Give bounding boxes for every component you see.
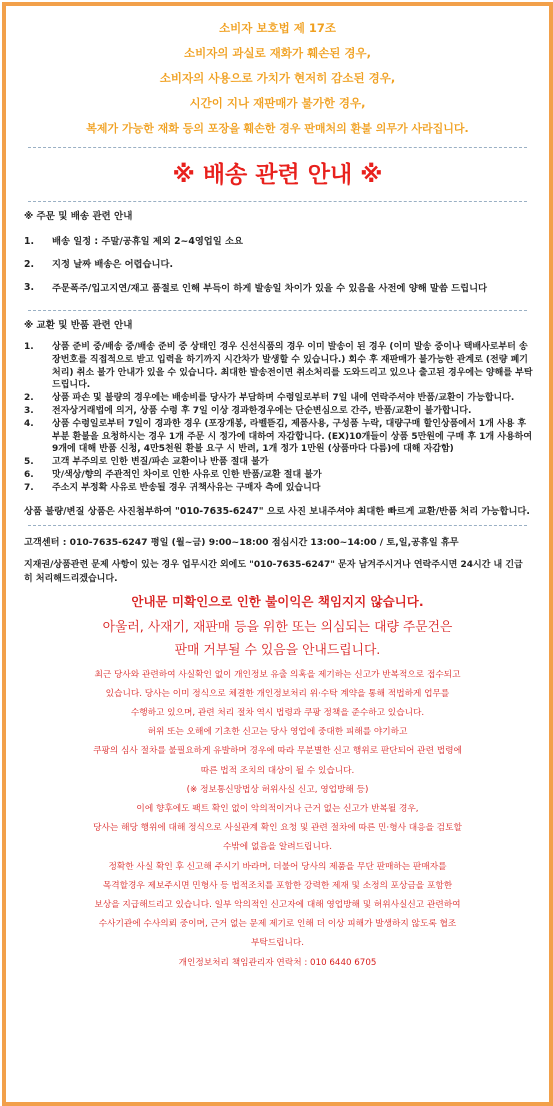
legal-notice — [20, 666, 535, 973]
legal-line: 쿠팡의 심사 절차를 불필요하게 유발하며 경우에 따라 무분별한 신고 행위로 판단되어 관련 법령에 — [93, 746, 462, 757]
legal-line: 목격할경우 제보주시면 민형사 등 법적조치를 포함한 강력한 제재 및 소정의 포상금을 포함한 — [102, 880, 453, 891]
list-item — [20, 456, 535, 469]
warning-bulk-order — [20, 616, 535, 662]
warning-line: 아울러, 사재기, 재판매 등을 위한 또는 의심되는 대량 주문건은 — [102, 619, 453, 635]
notice-line: 복제가 가능한 재화 등의 포장을 훼손한 경우 판매처의 환불 의무가 사라집니다. — [86, 122, 469, 135]
shipping-heading: ※ 주문 및 배송 관련 안내 — [24, 211, 133, 222]
legal-line: 보상을 지급해드리고 있습니다. 일부 악의적인 신고자에 대해 영업방해 및 허위사실신고 관련하여 — [94, 900, 461, 910]
list-item — [20, 232, 535, 251]
item-text: 상품 수령일로부터 7일이 경과한 경우 (포장개봉, 라벨뜯김, 제품사용, 구성품 누락, 대량구매 할인상품에서 1개 사용 후 부분 환불을 요청하시는 경우 1개 주문 시 정가에 대하여 자감합니다. (EX)10개들이 상품 5만원에 구매 후 1개 사용하여 9개에 대해 반품 신청, 4만5천원 환불 요구 시 반려, 1개 정가 1만원 (상품마다 다름)에 대해 자감함) — [52, 418, 533, 455]
customer-center-contact: 지재권/상품관련 문제 사항이 있는 경우 업무시간 외에도 "010-7635-6247" 문자 남겨주시거나 연락주시면 24시간 내 긴급히 처리해드리겠습니다. — [24, 559, 523, 584]
item-text: 고객 부주의로 인한 변질/파손 교환이나 반품 절대 불가 — [52, 457, 269, 468]
item-number: 2. — [24, 259, 35, 270]
item-text: 주소지 부정확 사유로 반송될 경우 귀책사유는 구매자 측에 있습니다 — [52, 482, 321, 493]
legal-line: 허위 또는 오해에 기초한 신고는 당사 영업에 중대한 피해를 야기하고 — [147, 727, 408, 738]
item-number: 1. — [24, 236, 35, 247]
list-item — [20, 405, 535, 418]
consumer-law-notice — [20, 16, 535, 141]
divider — [28, 310, 527, 311]
item-text: 배송 일정 : 주말/공휴일 제외 2~4영업일 소요 — [52, 236, 243, 247]
item-number: 7. — [24, 482, 34, 493]
legal-line: 수사기관에 수사의뢰 중이며, 근거 없는 문제 제기로 인해 더 이상 피해가 발생하지 않도록 협조 — [98, 919, 457, 930]
list-item — [20, 418, 535, 456]
legal-line: 당사는 해당 행위에 대해 정식으로 사실관계 확인 요청 및 관련 절차에 따른 민·형사 대응을 검토할 — [93, 823, 462, 834]
notice-line: 시간이 지나 재판매가 불가한 경우, — [189, 96, 366, 110]
list-item — [20, 255, 535, 274]
list-item — [20, 278, 535, 300]
item-text: 상품 파손 및 불량의 경우에는 배송비를 당사가 부담하며 수령일로부터 7일 내에 연락주셔야 반품/교환이 가능합니다. — [52, 393, 515, 404]
page-title: ※ 배송 관련 안내 ※ — [172, 162, 383, 188]
legal-line: 최근 당사와 관련하여 사실확인 없이 개인정보 유출 의혹을 제기하는 신고가 반복적으로 접수되고 — [94, 669, 461, 680]
customer-center-hours: 고객센터 : 010-7635-6247 평일 (월~금) 9:00~18:00 점심시간 13:00~14:00 / 토,일,공휴일 휴무 — [24, 536, 459, 548]
list-item — [20, 392, 535, 405]
list-item — [20, 341, 535, 392]
legal-line: 부탁드립니다. — [250, 938, 305, 949]
divider — [28, 201, 527, 202]
photo-note: 상품 불량/변질 상품은 사진첨부하여 "010-7635-6247" 으로 사진 보내주셔야 최대한 빠르게 교환/반품 처리 가능합니다. — [24, 505, 530, 517]
item-number: 2. — [24, 393, 34, 404]
shipping-list — [20, 232, 535, 300]
legal-line: 수행하고 있으며, 관련 처리 절차 역시 법령과 쿠팡 정책을 준수하고 있습니다. — [130, 707, 425, 718]
item-number: 3. — [24, 282, 35, 293]
legal-line: 따른 법적 조치의 대상이 될 수 있습니다. — [200, 765, 355, 776]
legal-line: 정확한 사실 확인 후 신고해 주시기 바라며, 더불어 당사의 제품을 무단 판매하는 판매자를 — [108, 861, 447, 872]
notice-line: 소비자의 과실로 재화가 훼손된 경우, — [183, 46, 372, 60]
exchange-list — [20, 341, 535, 495]
item-number: 6. — [24, 469, 34, 480]
legal-line: 수밖에 없음을 알려드립니다. — [223, 842, 332, 853]
divider — [28, 147, 527, 148]
warning-main: 안내문 미확인으로 인한 불이익은 책임지지 않습니다. — [131, 593, 424, 609]
item-number: 4. — [24, 418, 34, 429]
list-item — [20, 469, 535, 482]
item-text: 상품 준비 중/배송 중/배송 준비 중 상태인 경우 신선식품의 경우 이미 발송이 된 경우 (이미 발송 중이나 택배사로부터 송장번호를 직접적으로 받고 입력을 하기까지 시간차가 발생할 수 있습니다.) 회수 후 재판매가 불가능한 관계로 (전량 폐기처리) 취소 불가 안내가 있을 수 있습니다. 최대한 발송전이면 취소처리를 도와드리고 있으나 출고된 경우에는 양해를 부탁드립니다. — [52, 342, 533, 391]
legal-line: 있습니다. 당사는 이미 정식으로 체결한 개인정보처리 위·수탁 계약을 통해 적법하게 업무를 — [105, 688, 450, 699]
notice-frame — [2, 2, 553, 1106]
warning-line: 판매 거부될 수 있음을 안내드립니다. — [174, 642, 381, 658]
privacy-contact: 개인정보처리 책임관리자 연락처 : 010 6440 6705 — [178, 957, 377, 968]
divider — [28, 525, 527, 526]
item-number: 1. — [24, 342, 34, 352]
notice-line: 소비자의 사용으로 가치가 현저히 감소된 경우, — [159, 71, 396, 85]
item-number: 5. — [24, 457, 34, 468]
item-number: 3. — [24, 405, 34, 416]
notice-line: 소비자 보호법 제 17조 — [219, 21, 336, 35]
legal-line: 이에 향후에도 팩트 확인 없이 악의적이거나 근거 없는 신고가 반복될 경우, — [136, 803, 419, 814]
legal-line: (※ 정보통신망법상 허위사실 신고, 영업방해 등) — [186, 784, 369, 795]
list-item — [20, 482, 535, 495]
item-text: 맛/색상/향의 주관적인 차이로 인한 사유로 인한 반품/교환 절대 불가 — [52, 469, 322, 480]
exchange-heading: ※ 교환 및 반품 관련 안내 — [24, 320, 133, 331]
item-text: 전자상거래법에 의거, 상품 수령 후 7일 이상 경과한경우에는 단순변심으로 간주, 반품/교환이 불가합니다. — [52, 405, 472, 416]
item-text: 주문폭주/입고지연/재고 품절로 인해 부득이 하게 발송일 차이가 있을 수 있음을 사전에 양해 말씀 드립니다 — [52, 283, 488, 294]
item-text: 지정 날짜 배송은 어렵습니다. — [52, 259, 174, 270]
